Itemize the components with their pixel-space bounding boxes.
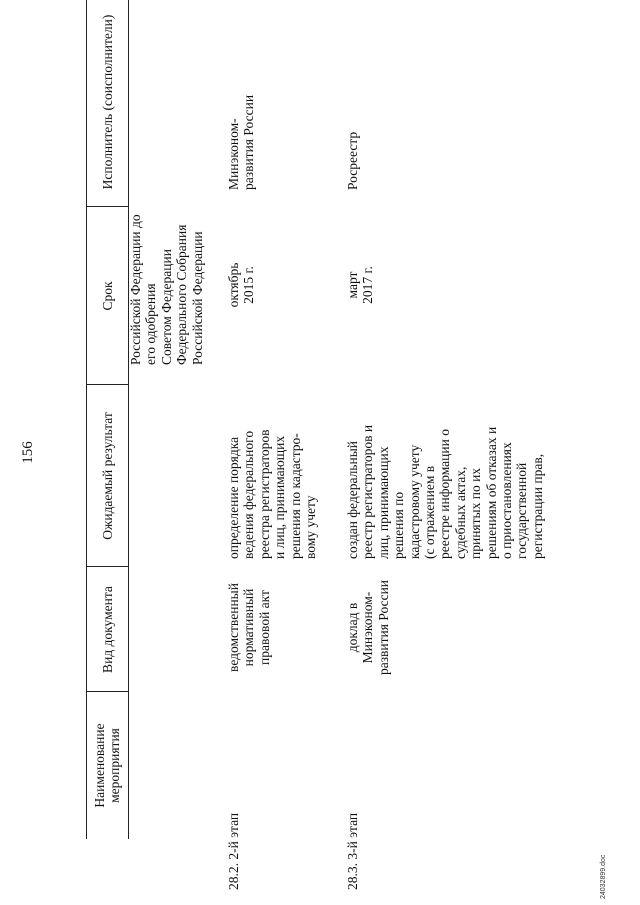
executor-cell: Росреестр	[345, 131, 360, 190]
doc-type-cell: доклад в Минэконом- развития России	[345, 579, 391, 676]
deadline-cell: Российской Федерации до его одобрения Советом Федерации Федерального Собрания Российской Федерации	[128, 214, 205, 365]
doc-type-cell: ведомственный нормативный правовой акт	[226, 583, 272, 672]
header-result: Ожидаемый результат	[99, 412, 115, 540]
page-number: 156	[20, 441, 36, 464]
header-doc-type: Вид документа	[99, 586, 115, 673]
result-cell: создан федеральный реестр регистраторов и лиц, принимающих решения по кадастровому учету (с отражением в реестре информации о судебных актах, принятых по их решениям об отказах и о приостановлениях государственной регистрации прав,	[345, 424, 545, 559]
header-executor: Исполнитель (соисполнители)	[99, 14, 115, 190]
header-deadline: Срок	[99, 281, 115, 311]
footer-filename: 24032899.doc	[600, 854, 607, 899]
header-name: Наименование мероприятия	[92, 723, 122, 808]
name-cell: 28.2. 2-й этап	[226, 812, 241, 890]
result-cell: определение порядка ведения федерального реестра регистраторов и лиц, принимающих решения по кадастро- вому учету	[226, 429, 319, 559]
executor-cell: Минэконом- развития России	[226, 94, 257, 190]
deadline-cell: март 2017 г.	[345, 266, 376, 304]
header-bottom-border	[128, 0, 129, 839]
name-cell: 28.3. 3-й этап	[345, 812, 360, 890]
deadline-cell: октябрь 2015 г.	[226, 262, 257, 308]
table-top-border	[86, 0, 87, 839]
